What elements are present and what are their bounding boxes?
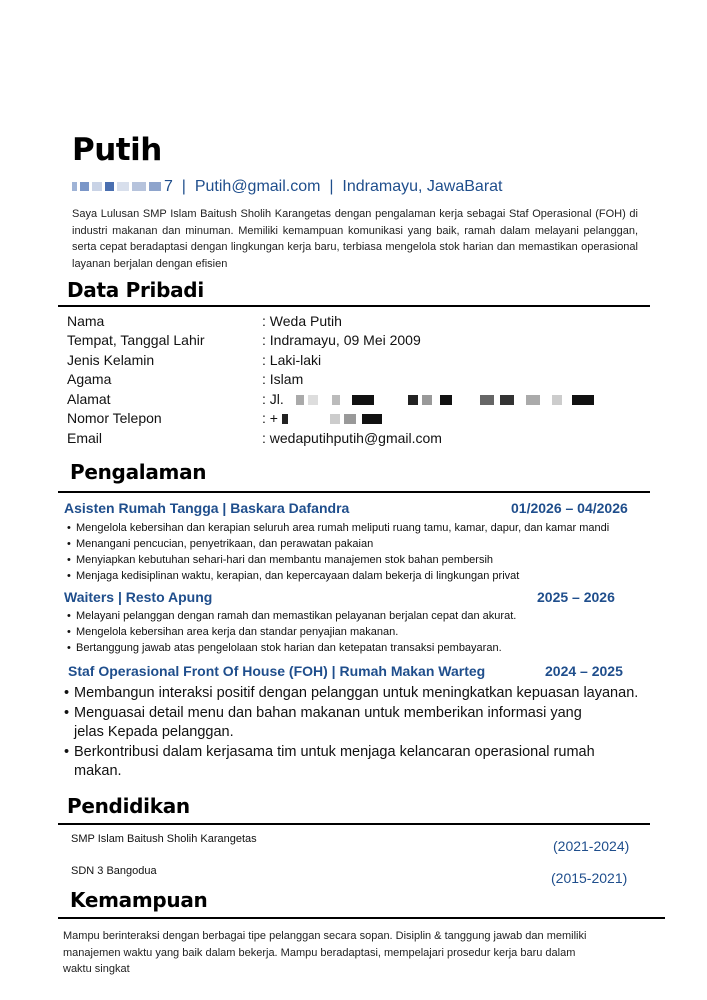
value-religion: : Islam xyxy=(262,371,304,387)
phone-redacted xyxy=(282,410,382,426)
list-item: • Membangun interaksi positif dengan pelanggan untuk meningkatkan kepuasan layanan. xyxy=(64,684,644,704)
education-school: SMP Islam Baitush Sholih Karangetas xyxy=(71,833,257,845)
contact-line xyxy=(72,178,502,196)
job-title: Asisten Rumah Tangga | Baskara Dafandra xyxy=(64,500,350,516)
label-phone: Nomor Telepon xyxy=(67,410,162,426)
section-divider xyxy=(58,823,650,825)
value-gender: : Laki-laki xyxy=(262,352,322,368)
phone-tail: 7 xyxy=(164,178,173,196)
phone-redacted xyxy=(72,178,164,196)
education-school: SDN 3 Bangodua xyxy=(71,865,157,877)
job-dates: 01/2026 – 04/2026 xyxy=(511,500,628,516)
list-item: • Melayani pelanggan dengan ramah dan memastikan pelayanan berjalan cepat dan akurat. xyxy=(67,608,516,624)
value-phone xyxy=(262,410,382,426)
section-title-skills: Kemampuan xyxy=(70,888,208,912)
section-divider xyxy=(58,917,665,919)
section-divider xyxy=(58,305,650,307)
list-item: • Bertanggung jawab atas pengelolaan stok harian dan ketepatan transaksi pembayaran. xyxy=(67,640,516,656)
applicant-name: Putih xyxy=(72,132,162,168)
label-email: Email xyxy=(67,430,103,446)
email-link[interactable]: Putih@gmail.com xyxy=(194,178,321,196)
job-title: Waiters | Resto Apung xyxy=(64,589,213,605)
label-gender: Jenis Kelamin xyxy=(67,352,155,368)
list-item: • Menyiapkan kebutuhan sehari-hari dan membantu manajemen stok bahan pembersih xyxy=(67,552,609,568)
education-years: (2015-2021) xyxy=(551,870,628,886)
job-dates: 2025 – 2026 xyxy=(537,589,615,605)
location-text: Indramayu, JawaBarat xyxy=(342,178,503,196)
job-dates: 2024 – 2025 xyxy=(545,663,623,679)
address-prefix: : Jl. xyxy=(262,391,284,407)
job-bullets xyxy=(67,608,516,656)
address-redacted xyxy=(288,391,594,407)
value-birth: : Indramayu, 09 Mei 2009 xyxy=(262,332,421,348)
value-email: : wedaputihputih@gmail.com xyxy=(262,430,442,446)
list-item: • Menjaga kedisiplinan waktu, kerapian, dan kepercayaan dalam bekerja di lingkungan privat xyxy=(67,568,609,584)
job-bullets xyxy=(64,684,644,782)
value-name: : Weda Putih xyxy=(262,313,342,329)
section-title-personal: Data Pribadi xyxy=(67,278,204,302)
separator: | xyxy=(181,178,186,196)
list-item: • Menguasai detail menu dan bahan makanan untuk memberikan informasi yang jelas Kepada pelanggan. xyxy=(64,704,644,743)
section-divider xyxy=(58,491,650,493)
education-years: (2021-2024) xyxy=(553,838,630,854)
label-address: Alamat xyxy=(67,391,111,407)
profile-summary: Saya Lulusan SMP Islam Baitush Sholih Karangetas dengan pengalaman kerja sebagai Staf Operasional (FOH) di industri makanan dan minuman. Memiliki kemampuan komunikasi yang baik, ramah dalam melayani pelanggan, serta cepat beradaptasi dengan lingkungan kerja baru, terbiasa mengelola stok harian dan memastikan operasional layanan berjalan dengan efisien xyxy=(72,208,638,270)
section-title-education: Pendidikan xyxy=(67,794,190,818)
label-name: Nama xyxy=(67,313,105,329)
section-title-experience: Pengalaman xyxy=(70,460,207,484)
separator: | xyxy=(329,178,334,196)
job-title: Staf Operasional Front Of House (FOH) | Rumah Makan Warteg xyxy=(68,663,486,679)
value-address xyxy=(262,391,594,407)
list-item: • Mengelola kebersihan area kerja dan standar penyajian makanan. xyxy=(67,624,516,640)
list-item: • Menangani pencucian, penyetrikaan, dan perawatan pakaian xyxy=(67,536,609,552)
job-bullets xyxy=(67,520,609,584)
label-birth: Tempat, Tanggal Lahir xyxy=(67,332,205,348)
list-item: • Berkontribusi dalam kerjasama tim untuk menjaga kelancaran operasional rumah makan. xyxy=(64,743,644,782)
skills-text: Mampu berinteraksi dengan berbagai tipe pelanggan secara sopan. Disiplin & tanggung jawab dan memiliki manajemen waktu yang baik dalam bekerja. Mampu beradaptasi, mempelajari prosedur kerja baru dalam waktu singkat xyxy=(63,930,587,975)
phone-prefix: : + xyxy=(262,410,278,426)
label-religion: Agama xyxy=(67,371,112,387)
list-item: • Mengelola kebersihan dan kerapian seluruh area rumah meliputi ruang tamu, kamar, dapur, dan kamar mandi xyxy=(67,520,609,536)
